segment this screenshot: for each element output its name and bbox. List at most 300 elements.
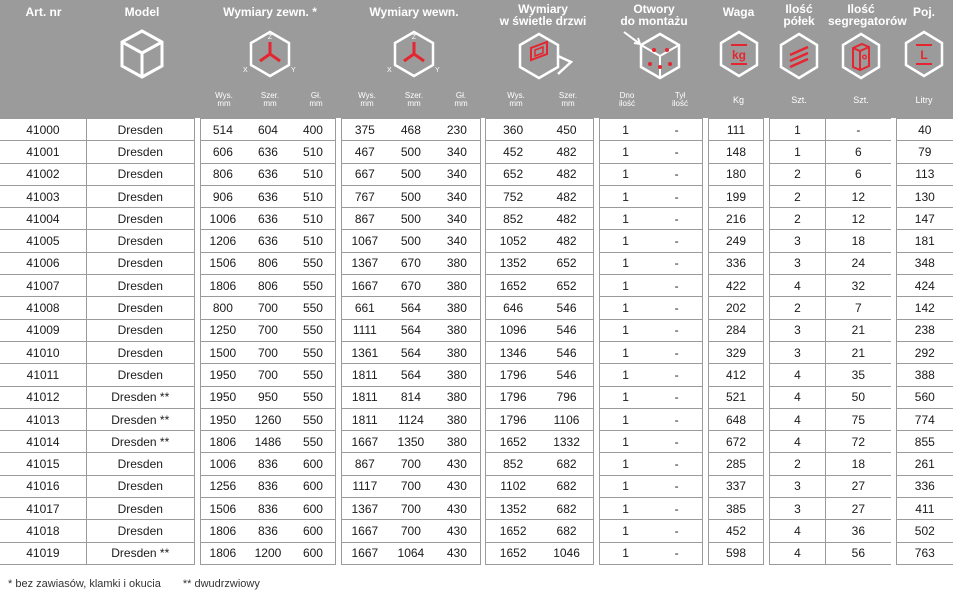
cell-inner-width: 564 [388, 320, 435, 342]
cell-art-nr: 41007 [0, 275, 86, 297]
cell-holes-back: - [651, 387, 703, 409]
cell-door-height: 1796 [485, 364, 539, 386]
cell-capacity: 147 [896, 208, 953, 230]
cell-art-nr: 41012 [0, 387, 86, 409]
cell-art-nr: 41001 [0, 141, 86, 163]
cell-model: Dresden [86, 164, 195, 186]
cell-holes-back: - [651, 543, 703, 565]
cell-model: Dresden [86, 342, 195, 364]
cell-inner-height: 1667 [341, 431, 388, 453]
cell-art-nr: 41002 [0, 164, 86, 186]
cell-weight: 648 [708, 409, 764, 431]
cell-weight: 337 [708, 476, 764, 498]
header-capacity-label: Poj. [912, 5, 935, 19]
header-art-label: Art. nr [25, 5, 62, 19]
cell-outer-height: 1506 [200, 498, 246, 520]
cell-art-nr: 41014 [0, 431, 86, 453]
cube-icon [118, 28, 166, 80]
cell-art-nr: 41000 [0, 118, 86, 141]
sub-outer-szer: Szer. mm [260, 91, 280, 108]
cell-holes-back: - [651, 164, 703, 186]
cell-holes-back: - [651, 186, 703, 208]
weight-kg-icon [716, 28, 762, 80]
cell-holes-bottom: 1 [599, 543, 651, 565]
cell-outer-height: 906 [200, 186, 246, 208]
cell-inner-height: 867 [341, 208, 388, 230]
cell-binders: 50 [826, 387, 891, 409]
cell-inner-depth: 230 [434, 118, 480, 141]
cell-outer-width: 836 [245, 498, 291, 520]
cell-door-width: 682 [540, 520, 594, 542]
cell-holes-bottom: 1 [599, 253, 651, 275]
cell-model: Dresden [86, 520, 195, 542]
sub-shelves-szt: Szt. [791, 95, 807, 105]
cell-holes-back: - [651, 431, 703, 453]
cell-holes-bottom: 1 [599, 186, 651, 208]
cell-door-width: 450 [540, 118, 594, 141]
cell-inner-height: 375 [341, 118, 388, 141]
cell-shelves: 1 [769, 141, 826, 163]
cell-inner-height: 1811 [341, 409, 388, 431]
table-row [0, 164, 953, 186]
cell-inner-depth: 340 [434, 141, 480, 163]
cell-binders: 32 [826, 275, 891, 297]
cell-binders: 12 [826, 186, 891, 208]
table-row [0, 520, 953, 542]
cell-binders: 18 [826, 230, 891, 252]
cell-shelves: 4 [769, 409, 826, 431]
cell-inner-depth: 380 [434, 275, 480, 297]
cell-model: Dresden ** [86, 409, 195, 431]
cell-holes-bottom: 1 [599, 387, 651, 409]
header-outer-label: Wymiary zewn. * [223, 5, 317, 19]
cell-inner-depth: 430 [434, 476, 480, 498]
table-row [0, 476, 953, 498]
sub-outer-gl: Gł. mm [309, 91, 323, 108]
cell-inner-width: 1124 [388, 409, 435, 431]
cell-binders: 35 [826, 364, 891, 386]
cell-door-width: 682 [540, 453, 594, 475]
cell-weight: 329 [708, 342, 764, 364]
cell-shelves: 4 [769, 520, 826, 542]
cell-outer-height: 800 [200, 297, 246, 319]
cell-outer-width: 1260 [245, 409, 291, 431]
cell-inner-width: 564 [388, 297, 435, 319]
table-row [0, 387, 953, 409]
cell-outer-depth: 510 [291, 164, 336, 186]
cell-outer-height: 1206 [200, 230, 246, 252]
header-holes [601, 0, 707, 118]
cell-outer-depth: 600 [291, 520, 336, 542]
cell-outer-height: 1006 [200, 208, 246, 230]
cell-inner-width: 700 [388, 476, 435, 498]
cell-holes-back: - [651, 364, 703, 386]
cell-inner-height: 1117 [341, 476, 388, 498]
cell-binders: 6 [826, 164, 891, 186]
svg-text:Z: Z [411, 34, 417, 41]
cell-outer-height: 1806 [200, 275, 246, 297]
cell-inner-width: 700 [388, 453, 435, 475]
svg-text:L: L [920, 48, 928, 62]
sub-inner-wys: Wys. mm [358, 91, 376, 108]
cell-shelves: 2 [769, 208, 826, 230]
cell-holes-back: - [651, 141, 703, 163]
cell-inner-height: 667 [341, 164, 388, 186]
cell-door-width: 482 [540, 164, 594, 186]
cell-art-nr: 41019 [0, 543, 86, 565]
cell-weight: 148 [708, 141, 764, 163]
svg-text:Y: Y [435, 67, 440, 74]
table-row [0, 208, 953, 230]
cell-holes-back: - [651, 453, 703, 475]
header-model-label: Model [124, 5, 160, 19]
table-row [0, 186, 953, 208]
svg-text:kg: kg [731, 48, 746, 62]
header-capacity [895, 0, 953, 118]
cell-door-height: 1652 [485, 275, 539, 297]
cell-binders: 56 [826, 543, 891, 565]
cell-outer-depth: 550 [291, 275, 336, 297]
cell-shelves: 2 [769, 297, 826, 319]
cell-holes-back: - [651, 320, 703, 342]
svg-text:X: X [387, 67, 392, 74]
table-row [0, 275, 953, 297]
cell-shelves: 3 [769, 253, 826, 275]
cell-art-nr: 41009 [0, 320, 86, 342]
header-binders-label: Ilość segregatorów [828, 2, 907, 28]
cell-binders: 6 [826, 141, 891, 163]
cell-inner-width: 500 [388, 208, 435, 230]
cell-model: Dresden [86, 118, 195, 141]
cell-door-width: 1106 [540, 409, 594, 431]
cell-inner-depth: 340 [434, 208, 480, 230]
cell-holes-back: - [651, 275, 703, 297]
cell-binders: 75 [826, 409, 891, 431]
cell-outer-depth: 510 [291, 208, 336, 230]
cell-door-height: 1796 [485, 387, 539, 409]
cell-inner-height: 661 [341, 297, 388, 319]
cell-inner-height: 1367 [341, 253, 388, 275]
svg-text:Y: Y [291, 67, 296, 74]
cell-inner-width: 564 [388, 342, 435, 364]
cell-art-nr: 41011 [0, 364, 86, 386]
cell-door-height: 1096 [485, 320, 539, 342]
cell-door-width: 546 [540, 342, 594, 364]
cell-weight: 598 [708, 543, 764, 565]
cell-outer-depth: 550 [291, 364, 336, 386]
cell-outer-depth: 600 [291, 476, 336, 498]
cell-model: Dresden [86, 186, 195, 208]
cell-inner-height: 1361 [341, 342, 388, 364]
cell-door-width: 652 [540, 253, 594, 275]
cell-inner-width: 564 [388, 364, 435, 386]
table-row [0, 342, 953, 364]
cell-holes-back: - [651, 476, 703, 498]
cell-door-height: 1102 [485, 476, 539, 498]
table-header [0, 0, 953, 118]
cell-weight: 284 [708, 320, 764, 342]
cell-outer-depth: 550 [291, 320, 336, 342]
3d-axes-icon [245, 28, 295, 80]
cell-capacity: 411 [896, 498, 953, 520]
cell-door-height: 1352 [485, 498, 539, 520]
cell-outer-width: 636 [245, 230, 291, 252]
cell-door-height: 1052 [485, 230, 539, 252]
cell-shelves: 2 [769, 164, 826, 186]
header-inner-label: Wymiary wewn. [369, 5, 459, 19]
cell-inner-width: 1350 [388, 431, 435, 453]
cell-inner-height: 1667 [341, 543, 388, 565]
table-row [0, 498, 953, 520]
cell-art-nr: 41017 [0, 498, 86, 520]
cell-holes-back: - [651, 520, 703, 542]
cell-capacity: 336 [896, 476, 953, 498]
cell-inner-depth: 340 [434, 230, 480, 252]
cell-weight: 249 [708, 230, 764, 252]
sub-binders-szt: Szt. [853, 95, 869, 105]
cell-inner-depth: 380 [434, 431, 480, 453]
cell-capacity: 424 [896, 275, 953, 297]
cell-art-nr: 41018 [0, 520, 86, 542]
cell-binders: 21 [826, 342, 891, 364]
cell-holes-bottom: 1 [599, 498, 651, 520]
cell-inner-width: 500 [388, 164, 435, 186]
cell-holes-back: - [651, 409, 703, 431]
sub-inner-gl: Gł. mm [454, 91, 468, 108]
cell-inner-width: 500 [388, 230, 435, 252]
cell-holes-back: - [651, 118, 703, 141]
cell-holes-bottom: 1 [599, 364, 651, 386]
cell-outer-height: 1250 [200, 320, 246, 342]
cell-capacity: 261 [896, 453, 953, 475]
cell-door-width: 482 [540, 141, 594, 163]
cell-inner-depth: 380 [434, 297, 480, 319]
cell-inner-height: 867 [341, 453, 388, 475]
cell-outer-height: 1006 [200, 453, 246, 475]
cell-outer-height: 1950 [200, 387, 246, 409]
cell-outer-width: 836 [245, 476, 291, 498]
cell-binders: 36 [826, 520, 891, 542]
sub-weight-kg: Kg [732, 95, 744, 105]
cell-model: Dresden [86, 498, 195, 520]
shelves-icon [776, 30, 822, 82]
cell-outer-width: 700 [245, 342, 291, 364]
cell-outer-depth: 400 [291, 118, 336, 141]
cell-shelves: 4 [769, 543, 826, 565]
cell-inner-depth: 380 [434, 320, 480, 342]
cell-inner-height: 1667 [341, 275, 388, 297]
cell-capacity: 348 [896, 253, 953, 275]
cell-door-height: 852 [485, 208, 539, 230]
cell-door-width: 796 [540, 387, 594, 409]
header-weight-label: Waga [722, 5, 755, 19]
cell-outer-width: 1200 [245, 543, 291, 565]
svg-text:X: X [243, 67, 248, 74]
cell-outer-width: 700 [245, 297, 291, 319]
table-row [0, 297, 953, 319]
cell-outer-depth: 600 [291, 453, 336, 475]
cell-binders: 27 [826, 498, 891, 520]
product-table [0, 118, 953, 565]
cell-shelves: 2 [769, 186, 826, 208]
cell-binders: 12 [826, 208, 891, 230]
cell-holes-bottom: 1 [599, 342, 651, 364]
sub-holes-tyl: Tył ilość [671, 91, 688, 108]
cell-capacity: 238 [896, 320, 953, 342]
cell-inner-width: 814 [388, 387, 435, 409]
mounting-holes-icon [622, 30, 686, 82]
cell-inner-height: 1811 [341, 387, 388, 409]
cell-outer-height: 514 [200, 118, 246, 141]
cell-model: Dresden [86, 453, 195, 475]
cell-holes-bottom: 1 [599, 297, 651, 319]
cell-outer-width: 636 [245, 164, 291, 186]
cell-model: Dresden ** [86, 543, 195, 565]
cell-inner-height: 467 [341, 141, 388, 163]
cell-capacity: 142 [896, 297, 953, 319]
cell-outer-width: 700 [245, 364, 291, 386]
header-shelves-label: Ilość półek [783, 2, 815, 28]
cell-holes-bottom: 1 [599, 409, 651, 431]
cell-art-nr: 41004 [0, 208, 86, 230]
cell-art-nr: 41006 [0, 253, 86, 275]
cell-door-width: 482 [540, 208, 594, 230]
cell-outer-height: 806 [200, 164, 246, 186]
cell-model: Dresden [86, 297, 195, 319]
cell-inner-depth: 380 [434, 387, 480, 409]
cell-capacity: 40 [896, 118, 953, 141]
cell-binders: - [826, 118, 891, 141]
cell-door-height: 1352 [485, 253, 539, 275]
cell-inner-width: 468 [388, 118, 435, 141]
cell-model: Dresden [86, 275, 195, 297]
cell-outer-width: 806 [245, 275, 291, 297]
cell-shelves: 2 [769, 453, 826, 475]
cell-inner-height: 1367 [341, 498, 388, 520]
cell-inner-width: 670 [388, 253, 435, 275]
cell-shelves: 3 [769, 498, 826, 520]
cell-door-width: 1332 [540, 431, 594, 453]
cell-art-nr: 41010 [0, 342, 86, 364]
cell-binders: 24 [826, 253, 891, 275]
cell-outer-height: 1806 [200, 520, 246, 542]
cell-holes-back: - [651, 230, 703, 252]
cell-shelves: 4 [769, 275, 826, 297]
table-row [0, 409, 953, 431]
cell-weight: 336 [708, 253, 764, 275]
cell-outer-depth: 600 [291, 498, 336, 520]
cell-holes-bottom: 1 [599, 476, 651, 498]
cell-capacity: 113 [896, 164, 953, 186]
cell-inner-depth: 430 [434, 453, 480, 475]
cell-inner-depth: 430 [434, 520, 480, 542]
cell-weight: 111 [708, 118, 764, 141]
cell-inner-height: 1111 [341, 320, 388, 342]
cell-shelves: 3 [769, 320, 826, 342]
cell-outer-height: 1500 [200, 342, 246, 364]
cell-art-nr: 41013 [0, 409, 86, 431]
header-binders [828, 0, 907, 118]
cell-shelves: 4 [769, 431, 826, 453]
cell-holes-bottom: 1 [599, 141, 651, 163]
cell-door-height: 1796 [485, 409, 539, 431]
cell-shelves: 4 [769, 387, 826, 409]
sub-outer-wys: Wys. mm [215, 91, 233, 108]
3d-axes-icon [389, 28, 439, 80]
table-row [0, 230, 953, 252]
header-shelves [770, 0, 828, 118]
volume-liter-icon [901, 28, 947, 80]
cell-holes-bottom: 1 [599, 453, 651, 475]
header-outer-dims [200, 0, 340, 118]
cell-model: Dresden ** [86, 387, 195, 409]
table-row [0, 253, 953, 275]
cell-outer-depth: 510 [291, 186, 336, 208]
cell-weight: 180 [708, 164, 764, 186]
cell-holes-bottom: 1 [599, 320, 651, 342]
cell-weight: 672 [708, 431, 764, 453]
cell-inner-depth: 380 [434, 409, 480, 431]
cell-outer-depth: 510 [291, 230, 336, 252]
cell-inner-height: 1067 [341, 230, 388, 252]
cell-outer-width: 636 [245, 186, 291, 208]
cell-model: Dresden [86, 253, 195, 275]
table-row [0, 431, 953, 453]
cell-outer-width: 806 [245, 253, 291, 275]
cell-capacity: 560 [896, 387, 953, 409]
cell-outer-width: 1486 [245, 431, 291, 453]
cell-door-width: 682 [540, 498, 594, 520]
cell-door-height: 1346 [485, 342, 539, 364]
cell-outer-depth: 550 [291, 409, 336, 431]
cell-holes-back: - [651, 342, 703, 364]
cell-outer-width: 604 [245, 118, 291, 141]
cell-weight: 202 [708, 297, 764, 319]
cell-outer-width: 700 [245, 320, 291, 342]
cell-door-height: 652 [485, 164, 539, 186]
cell-door-height: 360 [485, 118, 539, 141]
door-opening-icon [511, 30, 575, 82]
cell-capacity: 502 [896, 520, 953, 542]
cell-outer-width: 636 [245, 141, 291, 163]
sub-door-szer: Szer. mm [558, 91, 578, 108]
sub-door-wys: Wys. mm [507, 91, 525, 108]
cell-art-nr: 41003 [0, 186, 86, 208]
cell-outer-depth: 550 [291, 297, 336, 319]
table-row [0, 320, 953, 342]
cell-outer-height: 1950 [200, 409, 246, 431]
cell-door-height: 1652 [485, 543, 539, 565]
cell-outer-height: 1806 [200, 543, 246, 565]
cell-holes-bottom: 1 [599, 431, 651, 453]
cell-outer-width: 836 [245, 453, 291, 475]
cell-outer-depth: 600 [291, 543, 336, 565]
cell-outer-height: 1506 [200, 253, 246, 275]
cell-shelves: 3 [769, 476, 826, 498]
cell-door-width: 546 [540, 364, 594, 386]
cell-outer-width: 836 [245, 520, 291, 542]
cell-inner-depth: 380 [434, 342, 480, 364]
cell-model: Dresden [86, 476, 195, 498]
cell-inner-height: 1667 [341, 520, 388, 542]
sub-holes-dno: Dno ilość [618, 91, 635, 108]
cell-shelves: 4 [769, 364, 826, 386]
cell-shelves: 3 [769, 230, 826, 252]
cell-holes-back: - [651, 208, 703, 230]
header-inner-dims [343, 0, 485, 118]
cell-holes-back: - [651, 253, 703, 275]
cell-art-nr: 41016 [0, 476, 86, 498]
